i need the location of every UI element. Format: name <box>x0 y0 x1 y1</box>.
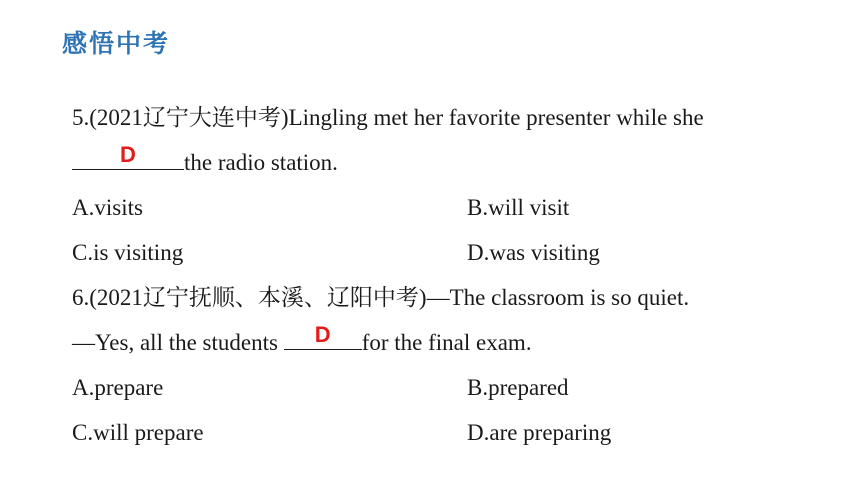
question-6-stem-line2 <box>72 322 532 358</box>
question-6-option-b: B.prepared <box>467 375 569 400</box>
question-6-options-row1 <box>72 373 569 403</box>
question-5-option-c: C.is visiting <box>72 240 184 265</box>
question-6-option-a: A.prepare <box>72 375 164 400</box>
question-5-options-row1 <box>72 193 570 223</box>
question-5-answer: D <box>120 142 136 167</box>
question-6-stem-tail: for the final exam. <box>361 330 532 355</box>
question-5-option-b: B.will visit <box>467 195 570 220</box>
section-title: 感悟中考 <box>62 29 171 58</box>
question-5-blank <box>72 142 184 170</box>
question-5-stem-tail: the radio station. <box>184 150 338 175</box>
question-6-option-d: D.are preparing <box>467 420 612 445</box>
question-6-stem-head: —Yes, all the students <box>72 330 284 355</box>
question-6-answer: D <box>314 322 331 347</box>
question-5-stem: 5.(2021辽宁大连中考)Lingling met her favorite presenter while she <box>72 105 704 130</box>
question-6-option-c: C.will prepare <box>72 420 204 445</box>
question-5-stem-line2 <box>72 142 338 178</box>
question-5-option-d: D.was visiting <box>467 240 600 265</box>
question-6-options-row2 <box>72 418 612 448</box>
question-6-stem: 6.(2021辽宁抚顺、本溪、辽阳中考)—The classroom is so quiet. <box>72 285 690 310</box>
question-5-option-a: A.visits <box>72 195 143 220</box>
question-5-options-row2 <box>72 238 600 268</box>
question-6-blank <box>284 322 362 350</box>
